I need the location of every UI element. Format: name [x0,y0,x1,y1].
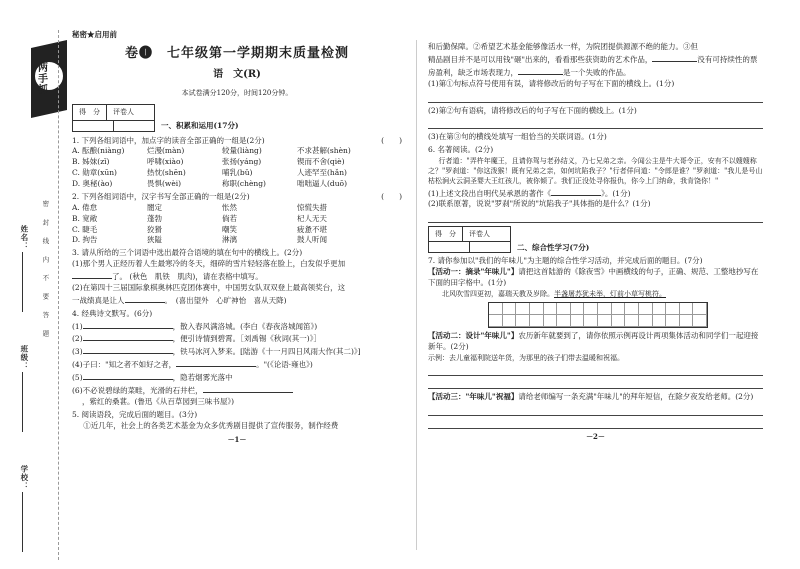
score-box-2: 得 分 评卷人 [428,226,511,242]
score-box-1: 得 分 评卷人 [72,104,155,120]
page-2: 和后勤保障。②希望艺术基金能够像活水一样，为院团提供源源不绝的能力。③但 精品剧目并不是可以用钱"砸"出来的，看看那些获资助的艺术作品， 没有可持续性的票 房盈利，缺乏市场表现力， 是一个失败的作品。 (1)第①句标点符号使用有误，请将修改后的句子写在下面的横线上。(1分) (2)第②句有语病，请将修改后的句子写在下面的横线上。(1分) (3)在第③句的横线处填写一组恰当的关联词语。(1分) 6. 名著阅读。(2分) 行者道："弄杵年魔王，且请你驾与老孙结义，乃七兄弟之亲。今闻公主是牛大哥令正，安有不以嫂嫂称之？"罗刹道："你这泼猴！既有兄弟之亲，如何坑陷我子？"行者佯问道："令郎是谁？"罗刹道："我儿是号山枯松涧火云洞圣婴大王红孩儿，被你倾了。我们正没处寻你报仇，你今上门纳命，我肯饶你！" (1)上述文段出自明代吴承恩的著作《 》。(1分) (2)联系原著，说说"罗刹"所说的"坑陷我子"具体指的是什么？(1分) 得 分 评卷人 二、综合性学习(7分) 7. 请你参加以"我们的年味儿"为主题的综合性学习活动，并完成后面的题目。(7分) 【活动一：摘录"年味儿"】请把这首陆游的《除夜雪》中画横线的句子，正确、规范、工整地抄写在下面的田字格中。(1分) 北风吹雪四更初，嘉瑞天教及岁除。半盏屠苏犹未举，灯前小草写桃符。 【活动二：设计"年味儿"】农历新年就要到了，请你依照示例再设计两项集体活动和同学们一起迎接新年。(2分) 示例：去儿童福利院送年货，为那里的孩子们带去温暖和祝福。 【活动三："年味儿"祝福】请给老师编写一条充满"年味儿"的拜年短信，在除夕夜发给老师。(2分) －2－ [428,42,763,441]
answer-blank[interactable] [72,270,112,279]
seal-line [58,30,59,560]
answer-line[interactable] [428,406,763,416]
answer-line[interactable] [428,93,763,103]
secret-label: 秘密★启用前 [72,30,117,39]
question-5: 5. 阅读语段，完成后面的题目。(3分) ①近几年，社会上的各类艺术基金为众多优秀剧目提供了宣传服务，制作经费 [72,409,339,430]
exam-note: 本试卷满分120分，时间120分钟。 [181,89,293,98]
question-6: 6. 名著阅读。(2分) 行者道："弄杵年魔王，且请你驾与老孙结义，乃七兄弟之亲。今闻公主是牛大哥令正，安有不以嫂嫂称之？"罗刹道："你这泼猴！既有兄弟之亲，如何坑陷我子？"行者佯问道："令郎是谁？"罗刹道："我儿是号山枯松涧火云洞圣婴大王红孩儿，被你倾了。我们正没处寻你报仇，你今上门纳命，我肯饶你！" (1)上述文段出自明代吴承恩的著作《 》。(1分) (2)联系原著，说说"罗刹"所说的"坑陷我子"具体指的是什么？(1分) [428,145,763,223]
question-1: 1. 下列各组词语中，加点字的读音全部正确的一组是(2分) ( ) A. 酝酿(niàng) 烂漫(màn) 较量(liàng) 不求甚解(shèn) B. 姊妹(zǐ) 呼啸(xiào) 张扬(yáng) 锲而不舍(qiè) C. 勋章(xūn) 热忱(shēn) 哺乳(bǔ) 人迹罕至(hǎn) D. 奥秘(ào) 畏惧(wèi) 称职(chèng) 咄咄逼人(duō) [72,135,402,188]
page-divider [416,40,417,550]
school-label: 学校： [19,465,29,491]
seal-notice: 密 封 线 内 不 要 答 题 [41,200,50,342]
question-2: 2. 下列各组词语中，汉字书写全部正确的一组是(2分) ( ) A. 倦怠 闇定 怅然 惊慌失措 B. 宽敞 蓬勃 倘若 杞人无天 C. 睫毛 狡猾 嘲笑 疲惫不堪 D. 拘告 狭隘 淋漓 鼓人听闻 [72,191,402,245]
class-label: 班级： [19,345,29,371]
logo-text: 两手抓 [35,62,47,95]
answer-line[interactable] [428,119,763,129]
question-3: 3. 请从所给的三个词语中选出最符合语境的填在句中的横线上。(2分) (1)那个男人正经历着人生最寒冷的冬天，细碎的雪片轻轻落在脸上，白发似乎更加 了。 (秋色 肌铁 肌肉)，请在表格中填写。 (2)在第四十三届国际象棋奥林匹克团体赛中，中国男女队双双登上最高领奖台，这 一战绩真是让人 。 (喜出望外 心旷神怡 喜从天降) [72,248,346,305]
name-line [22,252,23,312]
class-line [22,372,23,432]
answer-line[interactable] [428,213,763,223]
answer-line[interactable] [428,419,763,429]
name-label: 姓名： [19,225,29,251]
answer-blank[interactable] [125,294,165,303]
writing-grid[interactable] [488,302,708,328]
page-1 [72,30,402,446]
q5-sub2: (2)第②句有语病，请将修改后的句子写在下面的横线上。(1分) [428,105,637,115]
section-1-title: 一、积累和运用(17分) [161,120,239,130]
question-4: 4. 经典诗文默写。(6分) (1) ，散入春风满洛城。(李白《春夜洛城闻笛》) (2) ，便引诗情到碧霄。［刘禹锡《秋词(其一)》］ (3) ，铁马冰河入梦来。[陆游《十一月四日风雨大作(其二)》] (4)子曰："知之者不如好之者， 。"(《论语·雍也》) (5) ，隐若烟雾光落中 (6)不必说碧绿的菜畦，光滑的石井栏， ，紫红的桑葚。(鲁迅《从百草园到三味书屋》) [72,308,361,406]
page-number-2: －2－ [586,431,605,441]
school-line [22,492,23,552]
subject-title: 语 文(R) [213,68,261,80]
q5-sub3: (3)在第③句的横线处填写一组恰当的关联词语。(1分) [428,132,607,142]
answer-line[interactable] [428,366,763,376]
answer-line[interactable] [428,379,763,389]
page-number-1: －1－ [227,435,247,445]
section-2-title: 二、综合性学习(7分) [517,242,590,252]
q5-sub1: (1)第①句标点符号使用有误，请将修改后的句子写在下面的横线上。(1分) [428,78,675,88]
exam-title: 卷❶ 七年级第一学期期末质量检测 [124,45,349,61]
question-7: 7. 请你参加以"我们的年味儿"为主题的综合性学习活动，并完成后面的题目。(7分) 【活动一：摘录"年味儿"】请把这首陆游的《除夜雪》中画横线的句子，正确、规范、工整地抄写在下面的田字格中。(1分) 北风吹雪四更初，嘉瑞天教及岁除。半盏屠苏犹未举，灯前小草写桃符。 【活动二：设计"年味儿"】农历新年就要到了，请你依照示例再设计两项集体活动和同学们一起迎接新年。(2分) 示例：去儿童福利院送年货，为那里的孩子们带去温暖和祝福。 【活动三："年味儿"祝福】请给老师编写一条充满"年味儿"的拜年短信，在除夕夜发给老师。(2分) [428,256,763,429]
binding-margin [0,0,62,569]
